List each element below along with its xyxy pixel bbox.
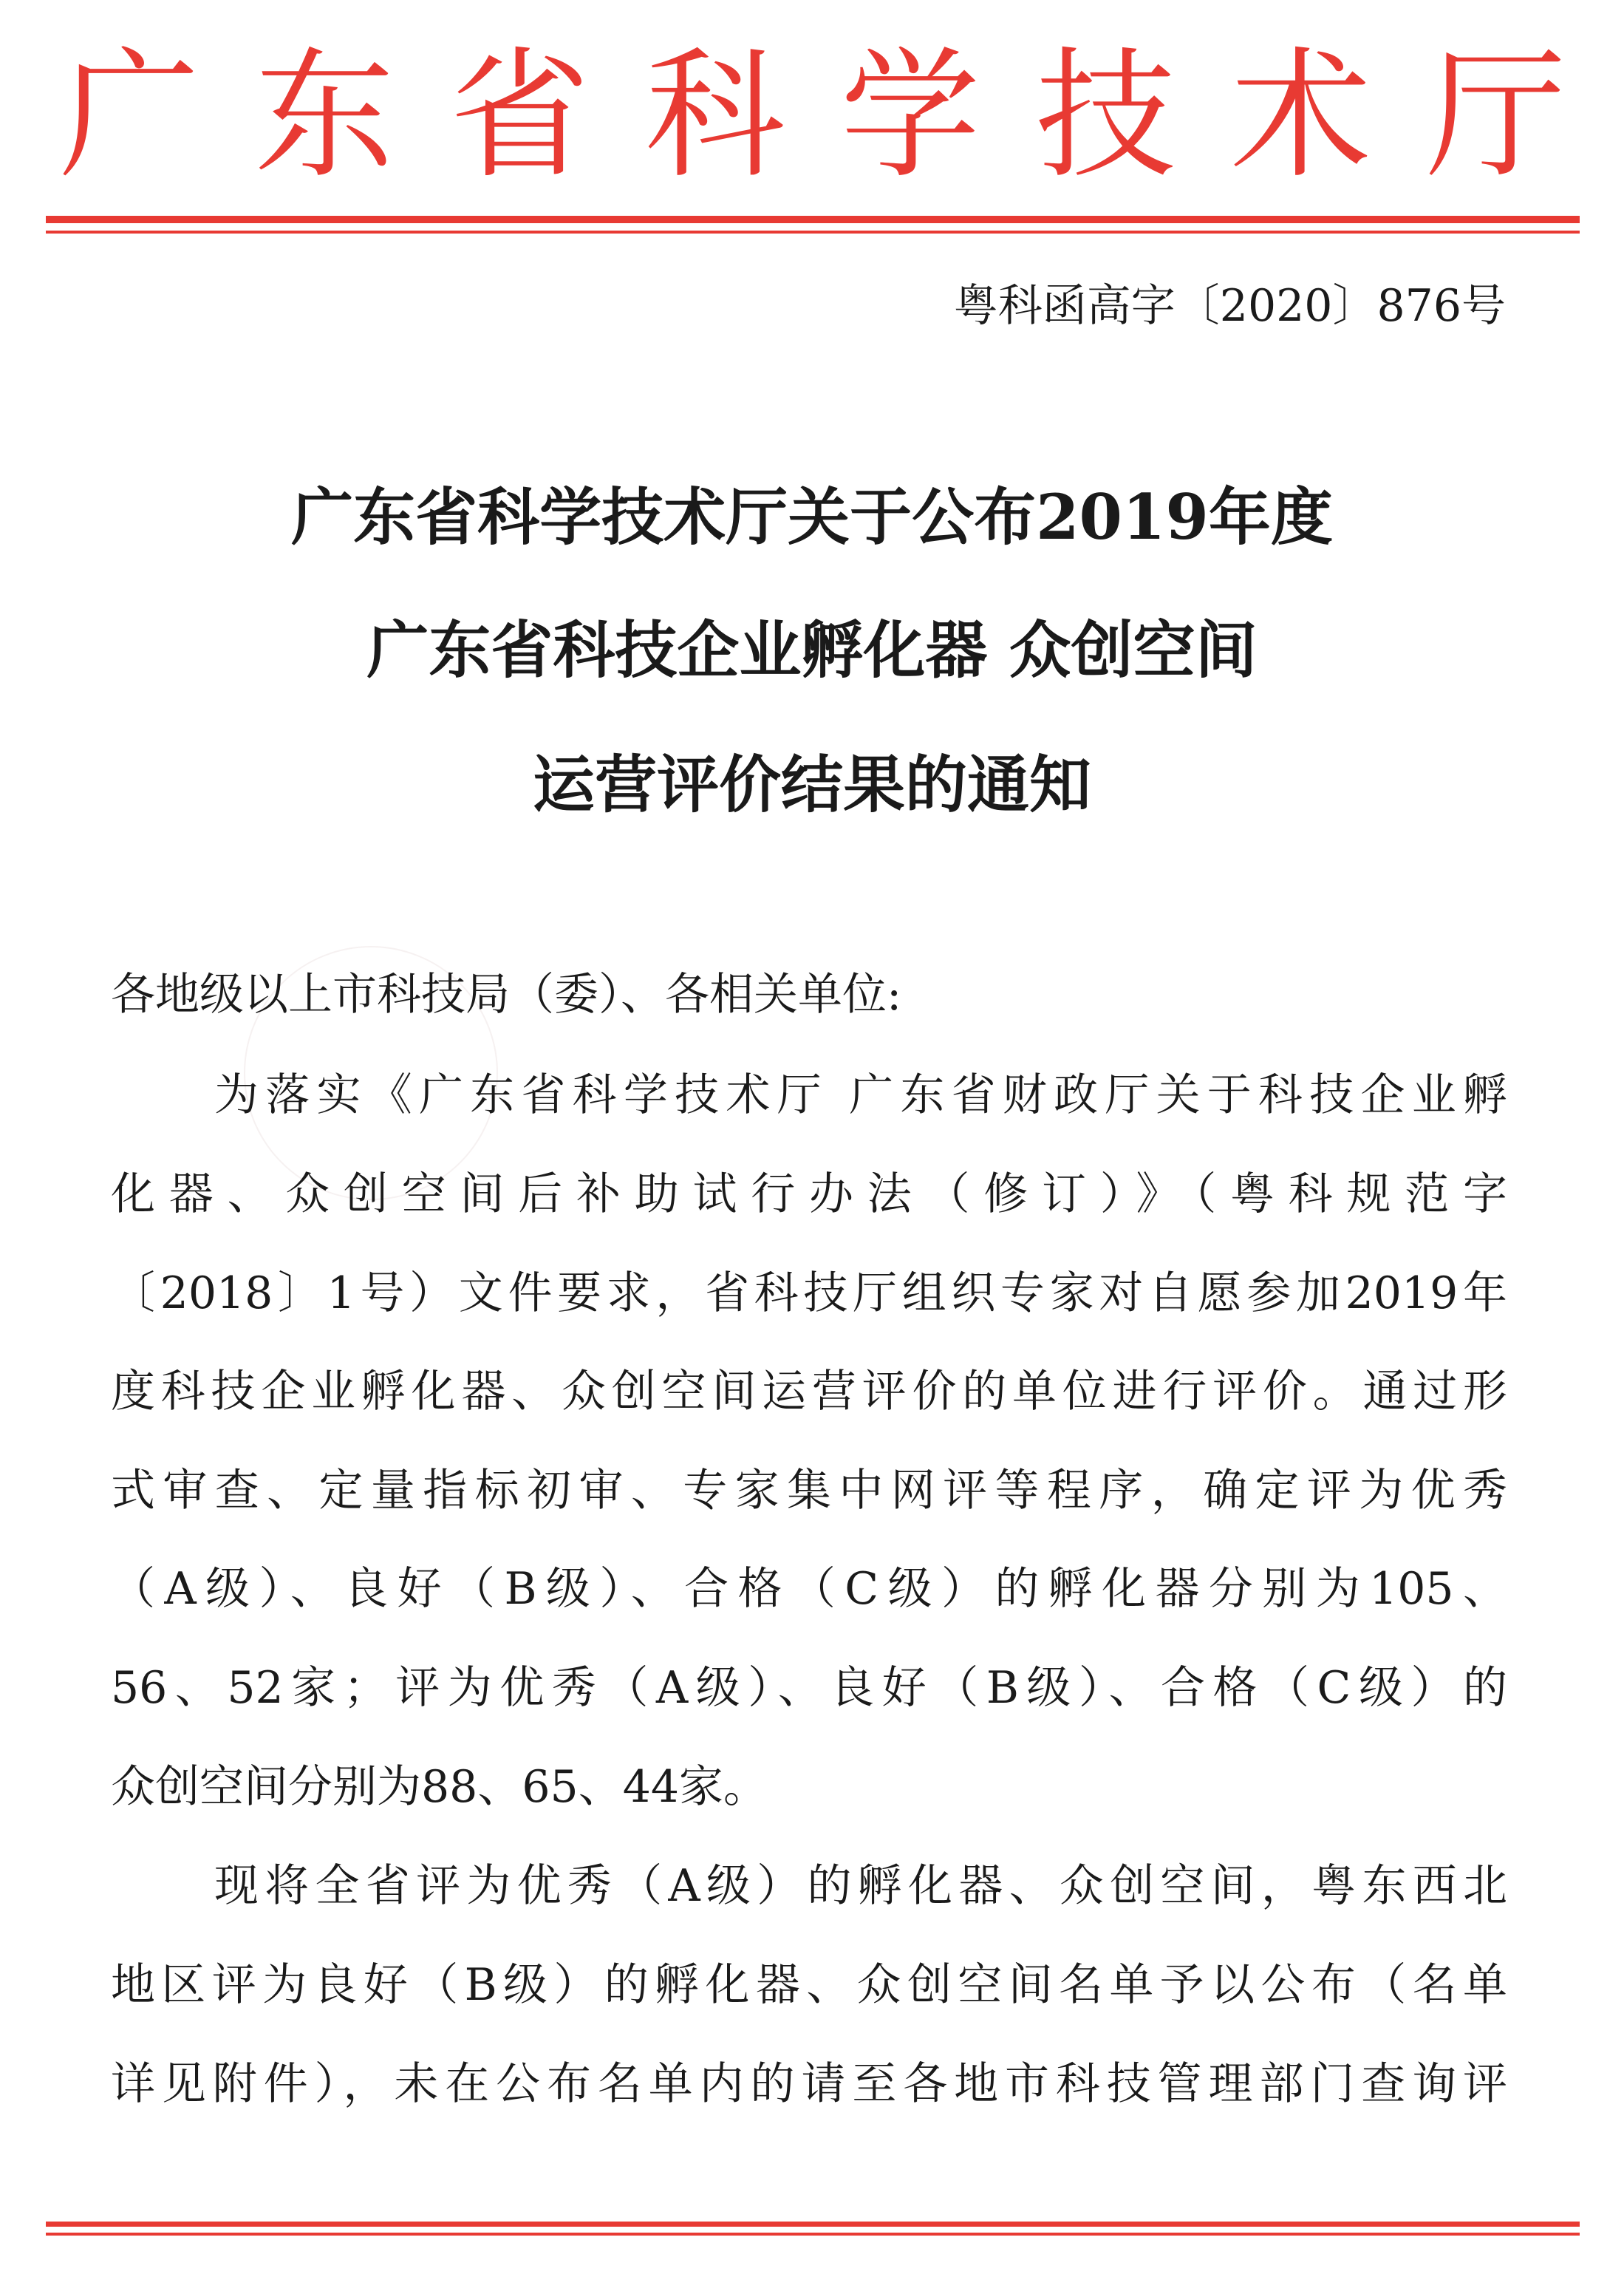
paragraph-2-line: 现将全省评为优秀（A级）的孵化器、众创空间，粤东西北: [214, 1860, 1507, 1912]
letterhead-char: 技: [1035, 34, 1176, 197]
document-number: 粤科函高字〔2020〕876号: [953, 280, 1506, 332]
agency-letterhead: [44, 34, 1581, 197]
letterhead-char: 东: [254, 34, 395, 197]
paragraph-2-line: 地区评为良好（B级）的孵化器、众创空间名单予以公布（名单: [111, 1959, 1507, 2011]
salutation: 各地级以上市科技局（委）、各相关单位:: [111, 969, 902, 1021]
document-title-line-3: 运营评价结果的通知: [532, 748, 1091, 821]
letterhead-char: 学: [840, 34, 981, 197]
footer-rule-thin: [46, 2233, 1580, 2236]
paragraph-1-line: 为落实《广东省科学技术厅 广东省财政厅关于科技企业孵: [214, 1069, 1507, 1121]
paragraph-2-line: 详见附件），未在公布名单内的请至各地市科技管理部门查询评: [111, 2058, 1507, 2110]
letterhead-char: 术: [1230, 34, 1371, 197]
paragraph-1-line: 56、52家；评为优秀（A级）、良好（B级）、合格（C级）的: [111, 1662, 1507, 1714]
letterhead-char: 厅: [1425, 34, 1566, 197]
paragraph-1-line: 众创空间分别为88、65、44家。: [111, 1761, 768, 1813]
paragraph-1-line: 式审查、定量指标初审、专家集中网评等程序，确定评为优秀: [111, 1465, 1507, 1516]
letterhead-char: 省: [449, 34, 590, 197]
paragraph-1-line: 度科技企业孵化器、众创空间运营评价的单位进行评价。通过形: [111, 1366, 1507, 1417]
paragraph-1-line: 〔2018〕1号）文件要求，省科技厅组织专家对自愿参加2019年: [111, 1267, 1507, 1319]
letterhead-rule-thin: [46, 231, 1580, 234]
paragraph-1-line: 化器、众创空间后补助试行办法（修订）》（粤科规范字: [111, 1168, 1507, 1220]
letterhead-char: 广: [58, 34, 199, 197]
footer-rule-thick: [46, 2222, 1580, 2227]
letterhead-char: 科: [644, 34, 785, 197]
paragraph-1-line: （A级）、良好（B级）、合格（C级）的孵化器分别为105、: [111, 1563, 1507, 1615]
document-title-line-2: 广东省科技企业孵化器 众创空间: [366, 613, 1258, 687]
document-title-line-1: 广东省科学技术厅关于公布2019年度: [291, 480, 1333, 554]
letterhead-rule-thick: [46, 216, 1580, 223]
